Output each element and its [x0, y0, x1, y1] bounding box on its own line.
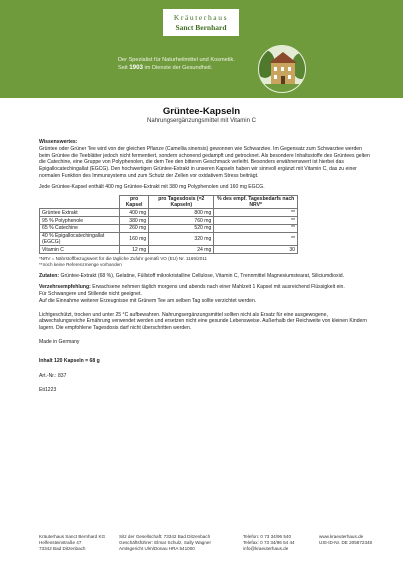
verzehr-text-2: Für Schwangere und Stillende nicht geeignet.	[39, 291, 142, 298]
table-cell: 12 mg	[120, 246, 149, 254]
made-in: Made in Germany	[39, 339, 80, 346]
castle-photo	[258, 45, 306, 93]
table-cell: **	[214, 209, 298, 217]
table-cell: 520 mg	[149, 224, 214, 232]
table-footnote-nrv: *NRV = Nährstoffbezugswert für die tägliche Zufuhr gemäß VO (EU) Nr. 1169/2011	[39, 256, 208, 262]
slogan-year: 1903	[129, 64, 143, 71]
label-code: Eti1223	[39, 387, 57, 394]
wissenswertes-text: Grüntee oder Grüner Tee wird von der gleichen Pflanze (Camellia sinensis) gewonnen wie Schwarztee. Im Gegensatz zum Schwarztee werden beim Grüntee die Teeblätter jedoch nicht fermentiert, sondern schonend gedampft und getrocknet. Als besondere Inhaltsstoffe des Grüntees gelten die Catechine, eine Gruppe von Polyphenolen, die dem Tee den bitteren Geschmack verleiht. Besonders erwähnenswert ist hierbei das Epigallocatechingallat (EGCG). Den hochwertigen Grüntee-Extrakt in unseren Kapseln haben wir sinnvoll ergänzt mit Vitamin C, das zu einer normalen Funktion des Immunsystems und zum Schutz der Zellen vor oxidativem Stress beiträgt.	[39, 145, 370, 179]
product-title: Grüntee-Kapseln	[162, 106, 241, 117]
table-cell: **	[214, 217, 298, 225]
footer-legal: Sitz der Gesellschaft: 73342 Bad Ditzenbach Geschäftsführer: Elmar Schulz, Sally Wagner Amtsgericht Ulm/Donau HRA 541000	[119, 534, 211, 552]
product-subtitle: Nahrungsergänzungsmittel mit Vitamin C	[147, 118, 256, 124]
table-cell: 380 mg	[120, 217, 149, 225]
table-row	[40, 224, 298, 232]
zutaten-label: Zutaten:	[39, 273, 60, 280]
table-cell: 40 % Epigallocatechingallat (EGCG)	[40, 232, 120, 246]
table-cell: **	[214, 232, 298, 246]
table-cell: 95 % Polyphenole	[40, 217, 120, 225]
brand-name-line1: Kräuterhaus	[173, 13, 229, 22]
article-number: Art.-Nr.: 837	[39, 372, 67, 379]
table-cell: 160 mg	[120, 232, 149, 246]
table-row	[40, 232, 298, 246]
wissenswertes-heading: Wissenswertes:	[39, 139, 78, 145]
nutrition-table	[39, 195, 298, 255]
table-cell: 800 mg	[149, 209, 214, 217]
document-body	[39, 139, 371, 398]
table-cell: 400 mg	[120, 209, 149, 217]
footer-contact: Telefon: 0 73 34/96 540 Telefax: 0 73 34/96 54 44 info@kraeuterhaus.de	[243, 534, 295, 552]
section-zutaten	[39, 273, 371, 280]
table-cell: 30	[214, 246, 298, 254]
table-footnote-reference: **noch keine Referenzmenge vorhanden	[39, 261, 122, 267]
storage-text: Lichtgeschützt, trocken und unter 25 °C aufbewahren. Nahrungsergänzungsmittel sollten nicht als Ersatz für eine ausgewogene, abwechslungsreiche Ernährung verwendet werden und ersetzen nicht eine gesunde Lebensweise. Außerhalb der Reichweite von kleinen Kindern lagern. Die empfohlene Tagesdosis darf nicht überschritten werden.	[39, 311, 367, 332]
table-cell: 260 mg	[120, 224, 149, 232]
table-cell: 320 mg	[149, 232, 214, 246]
table-cell: **	[214, 224, 298, 232]
slogan-line2: Seit 1903 im Dienste der Gesundheit.	[118, 64, 213, 71]
table-cell: Grüntee Extrakt	[40, 209, 120, 217]
table-header-cell: % des empf. Tagesbedarfs nach NRV*	[214, 195, 298, 209]
verzehr-text-3: Auf die Einnahme weiterer Erzeugnisse mit Grünem Tee am selben Tag sollte verzichtet werden.	[39, 297, 257, 304]
footer-web: www.kraeuterhaus.de USt-ID-Nr. DE 205872348	[319, 534, 373, 546]
brand-name-line2: Sanct Bernhard	[175, 23, 227, 32]
content-line: Jede Grüntee-Kapsel enthält 400 mg Grüntee-Extrakt mit 380 mg Polyphenolen und 160 mg EGCG.	[39, 183, 265, 190]
section-verzehr	[39, 284, 371, 304]
table-header-cell: pro Kapsel	[120, 195, 149, 209]
footer-website-link[interactable]: www.kraeuterhaus.de	[319, 534, 364, 539]
table-row	[40, 217, 298, 225]
table-header-row	[40, 195, 298, 209]
zutaten-text: Grüntee-Extrakt (68 %), Gelatine, Füllstoff mikrokristalline Cellulose, Vitamin C, Trennmittel Magnesiumstearat, Siliciumdioxid.	[60, 273, 344, 280]
table-cell: 760 mg	[149, 217, 214, 225]
table-header-cell	[40, 195, 120, 209]
table-cell: 65 % Catechine	[40, 224, 120, 232]
table-cell: Vitamin C	[40, 246, 120, 254]
footer-email-link[interactable]: info@kraeuterhaus.de	[243, 546, 289, 552]
table-header-cell: pro Tagesdosis (=2 Kapseln)	[149, 195, 214, 209]
table-cell: 24 mg	[149, 246, 214, 254]
verzehr-text-1: Erwachsene nehmen täglich morgens und abends nach einer Mahlzeit 1 Kapsel mit ausreichend Flüssigkeit ein.	[92, 284, 345, 291]
section-wissenswertes	[39, 139, 371, 180]
table-row	[40, 246, 298, 254]
verzehr-label: Verzehrsempfehlung:	[39, 284, 91, 291]
slogan-line1: Der Spezialist für Naturheilmittel und Kosmetik.	[118, 57, 235, 63]
header-banner	[0, 0, 403, 98]
slogan	[118, 57, 258, 72]
footer-company: Kräuterhaus Sanct Bernhard KG Helfensteinstraße 47 73342 Bad Ditzenbach	[39, 534, 106, 552]
brand-logo	[163, 9, 239, 36]
table-row	[40, 209, 298, 217]
inhalt: Inhalt 120 Kapseln = 68 g	[39, 357, 100, 364]
